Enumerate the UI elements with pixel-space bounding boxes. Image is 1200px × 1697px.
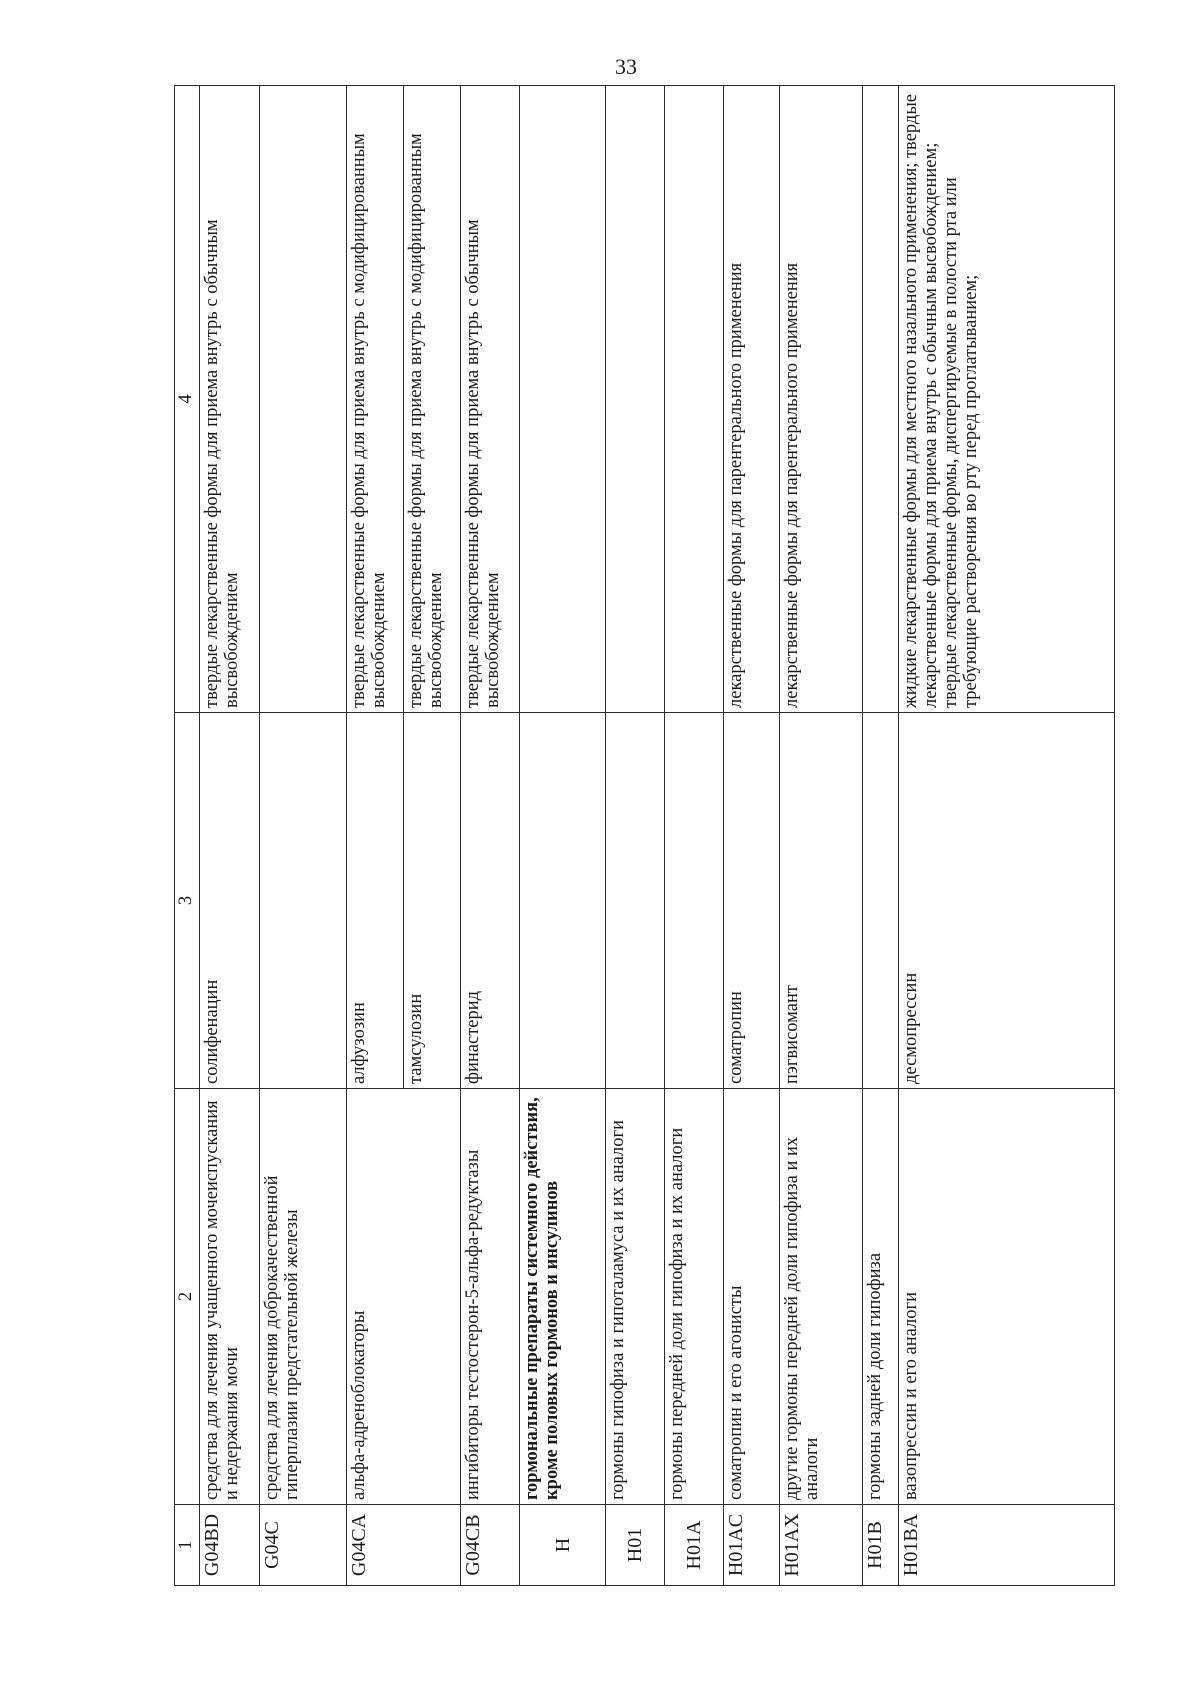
drug-name <box>606 713 665 1089</box>
dosage-form: лекарственные формы для парентерального применения <box>780 86 863 713</box>
dosage-form: твердые лекарственные формы для приема внутрь с обычным высвобождением <box>461 86 520 713</box>
drug-name: десмопрессин <box>899 713 1115 1089</box>
drug-name <box>260 713 347 1089</box>
table-row <box>724 86 780 1586</box>
dosage-form: твердые лекарственные формы для приема внутрь с модифицированным высвобождением <box>347 86 404 713</box>
dosage-form <box>665 86 724 713</box>
pharm-group: гормоны задней доли гипофиза <box>863 1089 899 1505</box>
drug-table <box>174 85 1115 1586</box>
dosage-form: твердые лекарственные формы для приема внутрь с обычным высвобождением <box>200 86 260 713</box>
drug-name: тамсулозин <box>404 713 461 1089</box>
drug-name: финастерид <box>461 713 520 1089</box>
drug-name <box>863 713 899 1089</box>
header-cell: 2 <box>175 1089 200 1505</box>
page-number: 33 <box>615 54 637 79</box>
atc-code: G04BD <box>200 1505 260 1586</box>
dosage-form: жидкие лекарственные формы для местного назального применения; твердые лекарственные формы для приема внутрь с обычным высвобождением; твердые лекарственные формы, диспергируемые в полости рта или требующие растворения во рту перед проглатыванием; <box>899 86 1115 713</box>
table-row <box>899 86 1115 1586</box>
pharm-group: альфа-адреноблокаторы <box>347 1089 461 1505</box>
drug-name <box>665 713 724 1089</box>
pharm-group: средства для лечения учащенного мочеиспускания и недержания мочи <box>200 1089 260 1505</box>
pharm-group: гормональные препараты системного действия, кроме половых гормонов и инсулинов <box>520 1089 606 1505</box>
drug-name <box>520 713 606 1089</box>
table-row <box>520 86 606 1586</box>
atc-code: H01AC <box>724 1505 780 1586</box>
atc-code: H <box>520 1505 606 1586</box>
header-cell: 4 <box>175 86 200 713</box>
header-row <box>175 86 200 1586</box>
table-row <box>347 86 404 1586</box>
table-row <box>863 86 899 1586</box>
atc-code: G04CB <box>461 1505 520 1586</box>
pharm-group: другие гормоны передней доли гипофиза и их аналоги <box>780 1089 863 1505</box>
header-cell: 1 <box>175 1505 200 1586</box>
table-row <box>780 86 863 1586</box>
table-row <box>606 86 665 1586</box>
atc-code: H01A <box>665 1505 724 1586</box>
header-cell: 3 <box>175 713 200 1089</box>
atc-code: H01 <box>606 1505 665 1586</box>
pharm-group: гормоны гипофиза и гипоталамуса и их аналоги <box>606 1089 665 1505</box>
dosage-form <box>260 86 347 713</box>
dosage-form: твердые лекарственные формы для приема внутрь с модифицированным высвобождением <box>404 86 461 713</box>
pharm-group: ингибиторы тестостерон-5-альфа-редуктазы <box>461 1089 520 1505</box>
pharm-group: вазопрессин и его аналоги <box>899 1089 1115 1505</box>
atc-code: G04C <box>260 1505 347 1586</box>
atc-code: H01BA <box>899 1505 1115 1586</box>
dosage-form <box>863 86 899 713</box>
dosage-form <box>520 86 606 713</box>
table-row <box>665 86 724 1586</box>
table-row <box>461 86 520 1586</box>
pharm-group: средства для лечения доброкачественной гиперплазии предстательной железы <box>260 1089 347 1505</box>
dosage-form <box>606 86 665 713</box>
pharm-group: гормоны передней доли гипофиза и их аналоги <box>665 1089 724 1505</box>
table-row <box>260 86 347 1586</box>
drug-name: пэгвисомант <box>780 713 863 1089</box>
pharm-group: соматропин и его агонисты <box>724 1089 780 1505</box>
dosage-form: лекарственные формы для парентерального применения <box>724 86 780 713</box>
drug-name: алфузозин <box>347 713 404 1089</box>
rotated-table-container <box>174 86 1134 1586</box>
atc-code: H01AX <box>780 1505 863 1586</box>
atc-code: G04CA <box>347 1505 461 1586</box>
drug-name: соматропин <box>724 713 780 1089</box>
table-row <box>200 86 260 1586</box>
drug-name: солифенацин <box>200 713 260 1089</box>
atc-code: H01B <box>863 1505 899 1586</box>
